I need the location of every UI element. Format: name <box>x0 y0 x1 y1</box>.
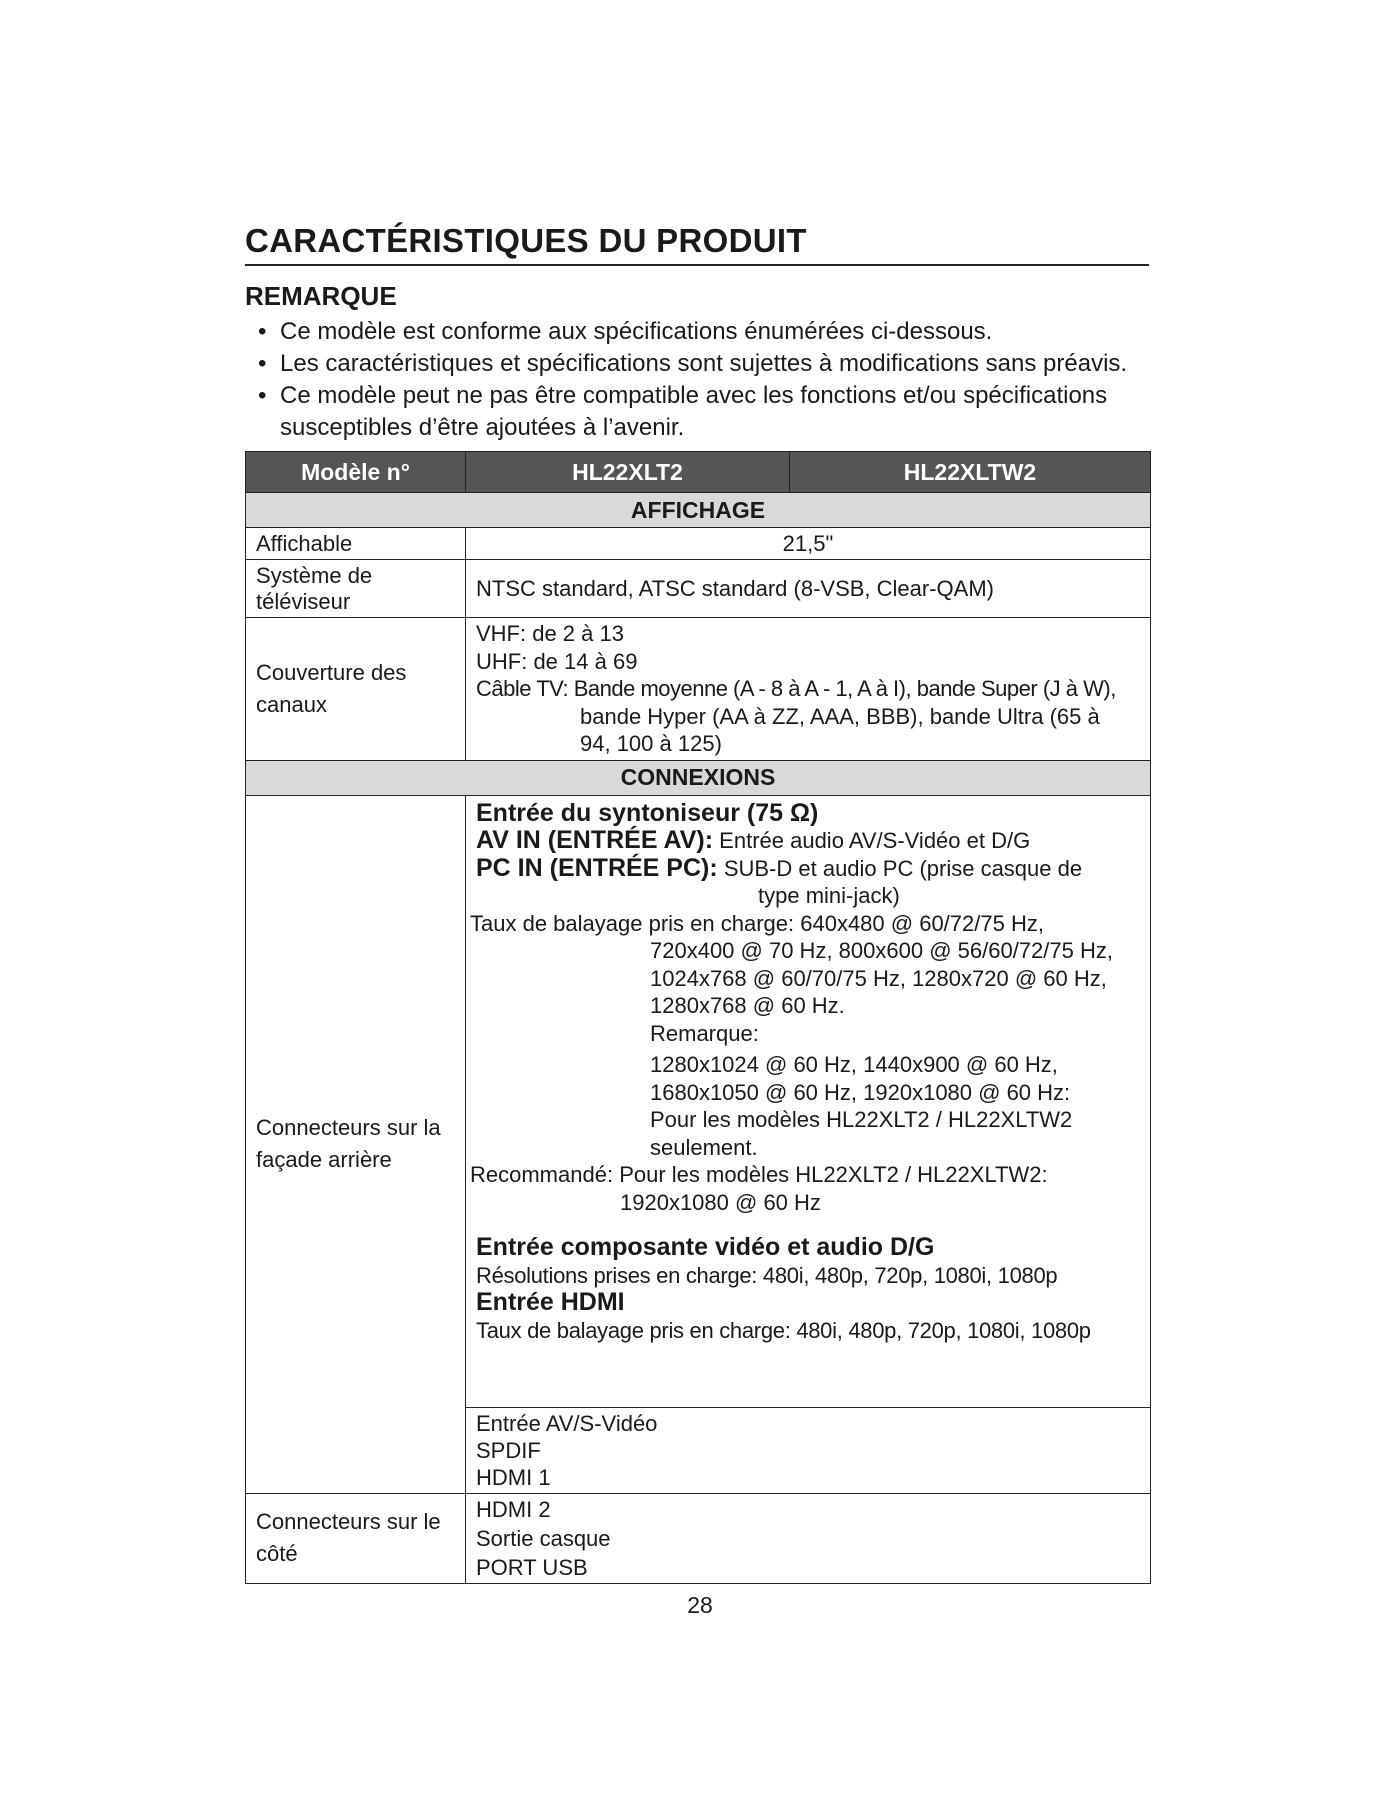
tv-system-label: Système de téléviseur <box>246 560 466 618</box>
hdmi-heading: Entrée HDMI <box>476 1288 625 1316</box>
page-title: CARACTÉRISTIQUES DU PRODUIT <box>245 222 1149 266</box>
channel-line: VHF: de 2 à 13 <box>476 621 624 646</box>
header-model-no: Modèle n° <box>246 452 466 493</box>
remark-line: 1680x1050 @ 60 Hz, 1920x1080 @ 60 Hz: <box>650 1079 1071 1105</box>
av-in-value: Entrée audio AV/S-Vidéo et D/G <box>719 828 1031 853</box>
note-item: • Ce modèle est conforme aux spécifications énumérées ci-dessous. <box>258 316 1158 348</box>
table-row <box>246 618 1151 761</box>
header-hl22xlt2: HL22XLT2 <box>466 452 790 493</box>
channel-line: 94, 100 à 125) <box>580 731 722 756</box>
pc-in-value-2: type mini-jack) <box>758 883 900 908</box>
viewable-value: 21,5" <box>466 528 1151 560</box>
component-value: Résolutions prises en charge: 480i, 480p, 720p, 1080i, 1080p <box>476 1262 1058 1288</box>
side-connectors-value <box>466 1493 1151 1583</box>
remark-line: Pour les modèles HL22XLT2 / HL22XLTW2 <box>650 1107 1073 1132</box>
scan-rate-label: Taux de balayage pris en charge: <box>470 910 795 936</box>
pc-in-label: PC IN (ENTRÉE PC): <box>476 853 718 882</box>
rear-connectors-value <box>466 795 1151 1407</box>
rear-lower-line: SPDIF <box>476 1437 541 1463</box>
rear-connectors-label: Connecteurs sur la façade arrière <box>246 795 466 1493</box>
scan-rate-line: 1280x768 @ 60 Hz. <box>650 993 845 1018</box>
section-display-row <box>246 493 1151 528</box>
av-in-label: AV IN (ENTRÉE AV): <box>476 826 714 854</box>
recommended-label: Recommandé: <box>470 1162 614 1187</box>
section-connections-row <box>246 760 1151 795</box>
remark-label: Remarque: <box>650 1020 759 1046</box>
side-line: HDMI 2 <box>476 1496 551 1522</box>
channel-label: Couverture des canaux <box>246 618 466 761</box>
rear-lower-line: HDMI 1 <box>476 1464 551 1490</box>
channel-line: UHF: de 14 à 69 <box>476 648 638 674</box>
scan-rate-line: 720x400 @ 70 Hz, 800x600 @ 56/60/72/75 Hz, <box>650 938 1113 963</box>
note-list <box>258 316 1158 444</box>
tv-system-value: NTSC standard, ATSC standard (8-VSB, Clear-QAM) <box>466 560 1151 618</box>
remark-line: seulement. <box>650 1134 758 1160</box>
scan-rate-line: 1024x768 @ 60/70/75 Hz, 1280x720 @ 60 Hz, <box>650 965 1107 991</box>
header-hl22xltw2: HL22XLTW2 <box>790 452 1151 493</box>
table-row <box>246 560 1151 618</box>
side-connectors-label: Connecteurs sur le côté <box>246 1493 466 1583</box>
section-connections: CONNEXIONS <box>246 760 1151 795</box>
pc-in-value: SUB-D et audio PC (prise casque de <box>723 855 1083 881</box>
rear-lower-line: Entrée AV/S-Vidéo <box>476 1410 658 1436</box>
side-line: PORT USB <box>476 1554 588 1580</box>
rear-lower-value <box>466 1407 1151 1493</box>
remark-line: 1280x1024 @ 60 Hz, 1440x900 @ 60 Hz, <box>650 1052 1058 1077</box>
side-line: Sortie casque <box>476 1525 611 1551</box>
channel-line: Câble TV: Bande moyenne (A - 8 à A - 1, A à I), bande Super (J à W), <box>476 676 1116 701</box>
viewable-label: Affichable <box>246 528 466 560</box>
tuner-input: Entrée du syntoniseur (75 Ω) <box>476 798 819 827</box>
note-heading: REMARQUE <box>245 281 397 311</box>
section-display: AFFICHAGE <box>246 493 1151 528</box>
recommended-line: Pour les modèles HL22XLT2 / HL22XLTW2: <box>619 1162 1048 1187</box>
recommended-line: 1920x1080 @ 60 Hz <box>620 1189 821 1215</box>
table-row <box>246 528 1151 560</box>
table-row <box>246 795 1151 1407</box>
page-number: 28 <box>687 1592 713 1618</box>
scan-rate-line: 640x480 @ 60/72/75 Hz, <box>800 910 1044 936</box>
spec-table <box>245 451 1151 1584</box>
note-item: • Les caractéristiques et spécifications sont sujettes à modifications sans préavis. <box>258 348 1158 380</box>
note-item: • Ce modèle peut ne pas être compatible avec les fonctions et/ou spécifications susceptibles d’être ajoutées à l’avenir. <box>258 380 1158 444</box>
table-row <box>246 1493 1151 1583</box>
component-heading: Entrée composante vidéo et audio D/G <box>476 1233 935 1261</box>
table-header-row <box>246 452 1151 493</box>
hdmi-value: Taux de balayage pris en charge: 480i, 480p, 720p, 1080i, 1080p <box>476 1317 1091 1343</box>
channel-line: bande Hyper (AA à ZZ, AAA, BBB), bande Ultra (65 à <box>580 703 1100 729</box>
channel-value <box>466 618 1151 761</box>
